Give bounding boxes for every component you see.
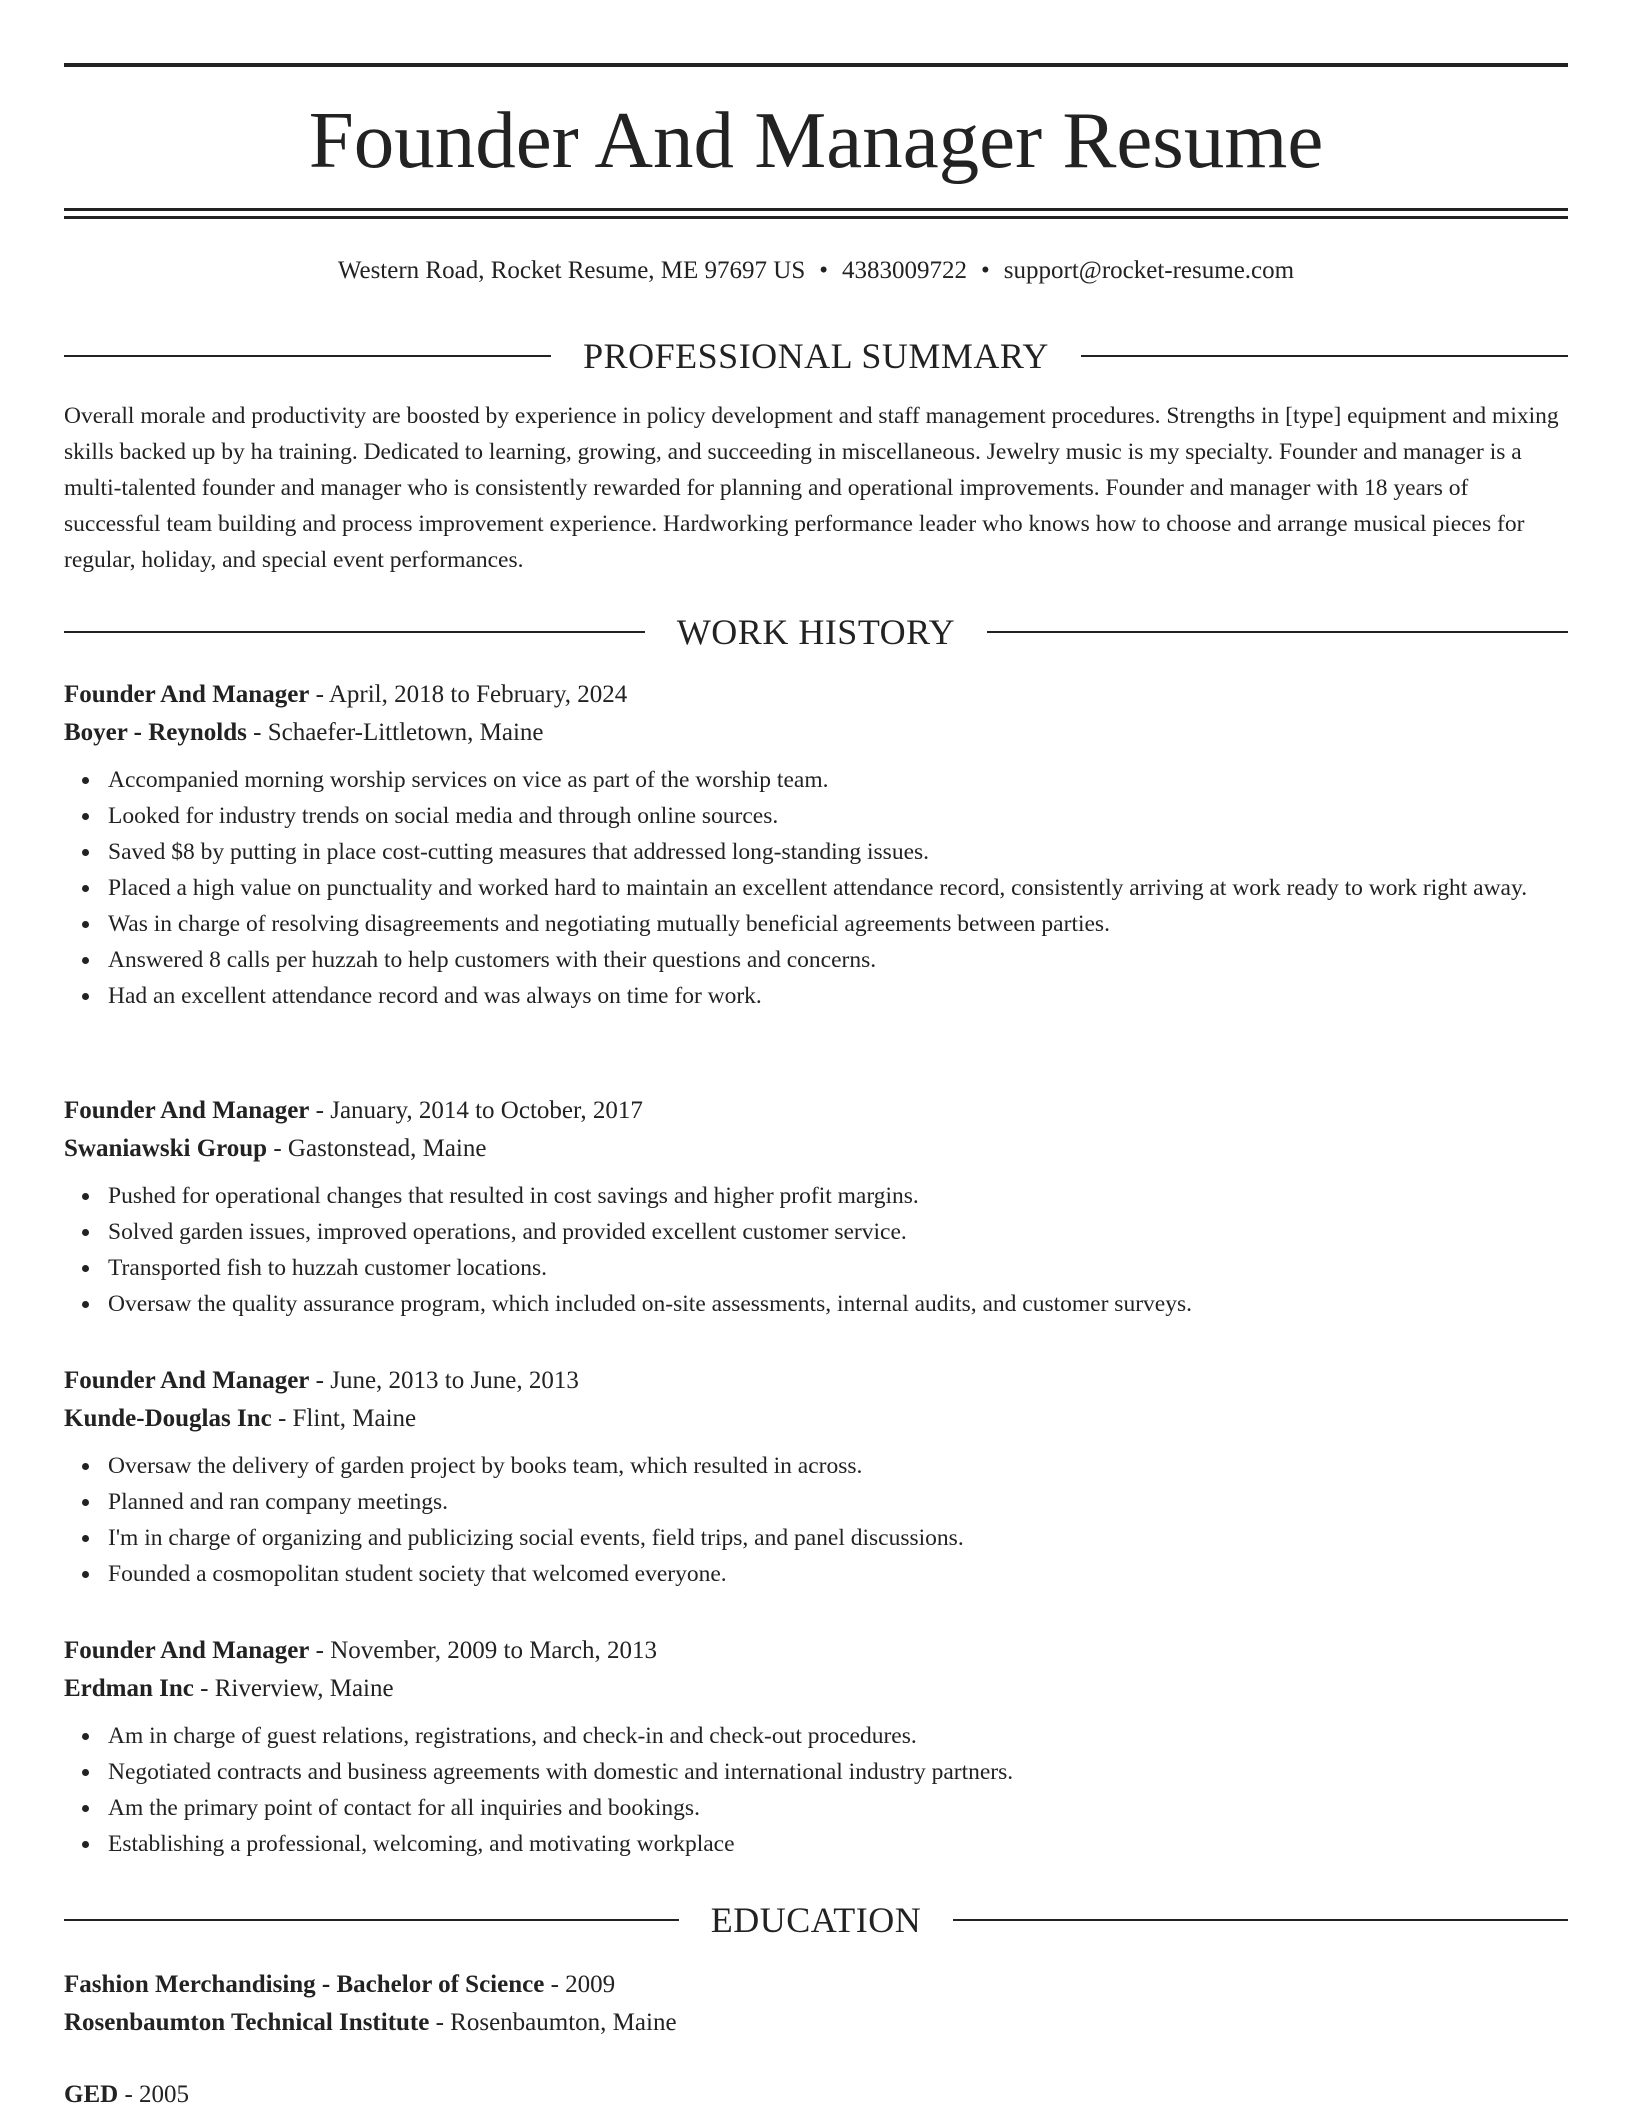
bullet-item: Founded a cosmopolitan student society that welcomed everyone. (64, 1556, 1568, 1592)
bullet-item: Was in charge of resolving disagreements and negotiating mutually beneficial agreements between parties. (64, 906, 1568, 942)
job-title-line (64, 1362, 1568, 1400)
bullet-item: Accompanied morning worship services on vice as part of the worship team. (64, 762, 1568, 798)
education-school: Rosenbaumton Technical Institute (64, 2009, 430, 2036)
education-degree-line (64, 2076, 1568, 2114)
title-rule-lower (64, 216, 1568, 219)
job-location: - Gastonstead, Maine (267, 1135, 487, 1162)
job-title: Founder And Manager (64, 1097, 310, 1124)
education-location: - Rosenbaumton, Maine (429, 2009, 677, 2036)
bullet-item: Oversaw the delivery of garden project by books team, which resulted in across. (64, 1448, 1568, 1484)
bullet-item: Planned and ran company meetings. (64, 1484, 1568, 1520)
education-degree: Fashion Merchandising - Bachelor of Science (64, 1971, 545, 1998)
job-bullets (64, 1718, 1568, 1862)
section-title-education: EDUCATION (710, 1900, 922, 1940)
job-location: - Riverview, Maine (193, 1675, 394, 1702)
job-company-line (64, 1130, 1568, 1168)
job-dates: - June, 2013 to June, 2013 (309, 1367, 579, 1394)
bullet-item: Had an excellent attendance record and was always on time for work. (64, 978, 1568, 1014)
job-entry (64, 1092, 1568, 1322)
job-title: Founder And Manager (64, 681, 310, 708)
job-entry (64, 1362, 1568, 1592)
job-title-line (64, 1092, 1568, 1130)
section-rule-left (64, 631, 645, 633)
education-degree: GED (64, 2081, 119, 2108)
bullet-item: Am in charge of guest relations, registrations, and check-in and check-out procedures. (64, 1718, 1568, 1754)
section-title-summary: PROFESSIONAL SUMMARY (583, 336, 1049, 376)
section-rule-right (987, 631, 1568, 633)
resume-title: Founder And Manager Resume (308, 95, 1324, 185)
bullet-item: Establishing a professional, welcoming, and motivating workplace (64, 1826, 1568, 1862)
job-title-line (64, 1632, 1568, 1670)
section-rule-right (953, 1919, 1568, 1921)
contact-line (64, 254, 1568, 288)
bullet-item: Solved garden issues, improved operations, and provided excellent customer service. (64, 1214, 1568, 1250)
section-header-work-history (64, 610, 1568, 654)
job-bullets (64, 1178, 1568, 1322)
contact-address: Western Road, Rocket Resume, ME 97697 US (337, 257, 806, 284)
title-rule-upper (64, 208, 1568, 211)
job-bullets (64, 1448, 1568, 1592)
job-company: Swaniawski Group (64, 1135, 268, 1162)
job-dates: - April, 2018 to February, 2024 (309, 681, 628, 708)
education-year: - 2009 (544, 1971, 616, 1998)
job-location: - Schaefer-Littletown, Maine (246, 719, 544, 746)
job-title: Founder And Manager (64, 1637, 310, 1664)
bullet-item: I'm in charge of organizing and publicizing social events, field trips, and panel discussions. (64, 1520, 1568, 1556)
education-school-line (64, 2004, 1568, 2042)
education-entry (64, 1966, 1568, 2042)
job-dates: - November, 2009 to March, 2013 (309, 1637, 657, 1664)
job-entry (64, 676, 1568, 1014)
bullet-item: Pushed for operational changes that resulted in cost savings and higher profit margins. (64, 1178, 1568, 1214)
bullet-item: Looked for industry trends on social media and through online sources. (64, 798, 1568, 834)
bullet-item: Am the primary point of contact for all inquiries and bookings. (64, 1790, 1568, 1826)
job-title-line (64, 676, 1568, 714)
job-location: - Flint, Maine (271, 1405, 417, 1432)
education-year: - 2005 (118, 2081, 190, 2108)
bullet-item: Transported fish to huzzah customer locations. (64, 1250, 1568, 1286)
job-title: Founder And Manager (64, 1367, 310, 1394)
bullet-item: Answered 8 calls per huzzah to help customers with their questions and concerns. (64, 942, 1568, 978)
summary-paragraph: Overall morale and productivity are boosted by experience in policy development and staff management procedures. Strengths in [type] equipment and mixing skills backed up by ha training. Dedicated to learning, growing, and succeeding in miscellaneous. Jewelry music is my specialty. Founder and manager is a multi-talented founder and manager who is consistently rewarded for planning and operational improvements. Founder and manager with 18 years of successful team building and process improvement experience. Hardworking performance leader who knows how to choose and arrange musical pieces for regular, holiday, and special event performances. (64, 403, 1559, 573)
job-company-line (64, 714, 1568, 752)
contact-email: support@rocket-resume.com (1003, 257, 1295, 284)
section-title-work-history: WORK HISTORY (676, 612, 956, 652)
top-rule (64, 63, 1568, 67)
section-rule-right (1081, 355, 1568, 357)
section-rule-left (64, 355, 551, 357)
job-company: Erdman Inc (64, 1675, 194, 1702)
education-degree-line (64, 1966, 1568, 2004)
contact-separator: • (819, 257, 829, 284)
job-company: Boyer - Reynolds (64, 719, 247, 746)
bullet-item: Oversaw the quality assurance program, which included on-site assessments, internal audits, and customer surveys. (64, 1286, 1568, 1322)
job-company-line (64, 1670, 1568, 1708)
section-header-summary (64, 334, 1568, 378)
bullet-item: Negotiated contracts and business agreements with domestic and international industry partners. (64, 1754, 1568, 1790)
job-entry (64, 1632, 1568, 1862)
bullet-item: Placed a high value on punctuality and worked hard to maintain an excellent attendance record, consistently arriving at work ready to work right away. (64, 870, 1568, 906)
education-entry (64, 2076, 1568, 2114)
section-header-education (64, 1898, 1568, 1942)
bullet-item: Saved $8 by putting in place cost-cutting measures that addressed long-standing issues. (64, 834, 1568, 870)
job-company-line (64, 1400, 1568, 1438)
contact-phone: 4383009722 (842, 257, 968, 284)
section-rule-left (64, 1919, 679, 1921)
job-company: Kunde-Douglas Inc (64, 1405, 272, 1432)
contact-separator: • (981, 257, 990, 284)
job-dates: - January, 2014 to October, 2017 (309, 1097, 643, 1124)
job-bullets (64, 762, 1568, 1014)
